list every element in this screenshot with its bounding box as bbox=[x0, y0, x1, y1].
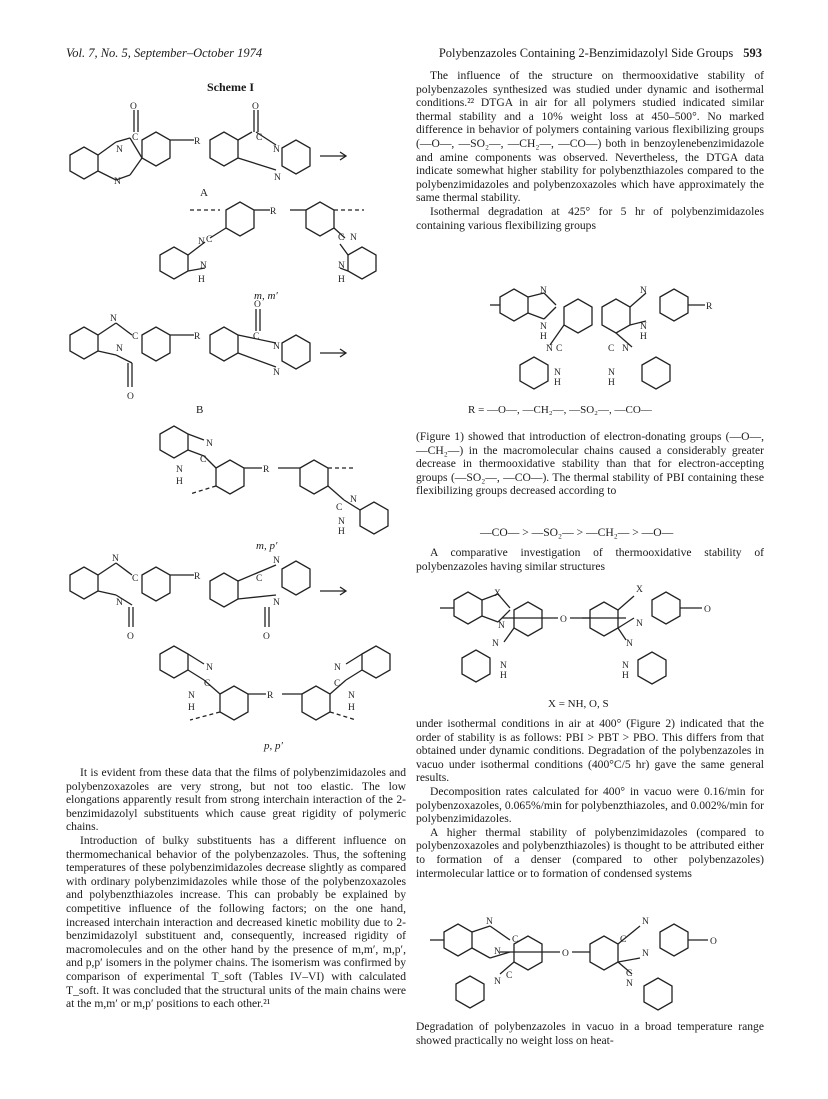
atom-N: N bbox=[206, 663, 213, 673]
structure-polybenzazoles-x bbox=[440, 585, 740, 688]
atom-O: O bbox=[252, 102, 259, 112]
paragraph: under isothermal conditions in air at 400° (Figure 2) indicated that the order of stability is as follows: PBI > PBT > PBO. This differs from that obtained under dynamic conditions. Degradation of the polybenzazoles in vacuo under isothermal conditions (400°C/5 hr) gave the same general results. bbox=[416, 717, 764, 785]
paragraph: Degradation of polybenzazoles in vacuo in a broad temperature range showed practically no weight loss on heat- bbox=[416, 1020, 764, 1047]
atom-N: N bbox=[608, 368, 615, 378]
atom-H: H bbox=[554, 378, 561, 388]
atom-X: X bbox=[636, 585, 643, 595]
scheme-label-pp: p, p′ bbox=[264, 740, 283, 752]
scheme-structure-A bbox=[150, 200, 410, 290]
right-column-text-top bbox=[416, 69, 764, 232]
atom-N: N bbox=[112, 554, 119, 564]
atom-C: C bbox=[620, 935, 627, 945]
atom-N: N bbox=[273, 598, 280, 608]
atom-O: O bbox=[710, 937, 717, 947]
atom-N: N bbox=[626, 979, 633, 989]
atom-C: C bbox=[256, 574, 263, 584]
atom-N: N bbox=[626, 639, 633, 649]
paragraph: The influence of the structure on thermooxidative stability of polybenzazoles synthesized was studied under dynamic and isothermal conditions.²² DTGA in air for all polymers studied indicated similar thermal stability and a 10% weight loss at 450–500°. No marked difference in behavior of polymers containing various flexibilizing groups (—O—, —SO₂—, —CH₂—, —CO—) both in benzoylenebenzimidazole and amine components was observed. Nevertheless, the DTGA data indicate somewhat higher stability for polybenzthiazoles compared to the polybenzimidazoles and polybenzoxazoles which have approximately the same thermal stability. bbox=[416, 69, 764, 205]
atom-N: N bbox=[206, 439, 213, 449]
atom-N: N bbox=[273, 342, 280, 352]
atom-C: C bbox=[506, 971, 513, 981]
atom-R: R bbox=[263, 465, 270, 475]
paragraph: It is evident from these data that the films of polybenzimidazoles and polybenzoxazoles are very strong, but not too elastic. The low elongations apparently result from strong interchain interaction of the 2-benzimidazolyl substituents which cause great rigidity of polymeric chains. bbox=[66, 766, 406, 834]
atom-H: H bbox=[640, 332, 647, 342]
atom-R: R bbox=[267, 691, 274, 701]
atom-N: N bbox=[540, 322, 547, 332]
atom-R: R bbox=[706, 302, 713, 312]
atom-C: C bbox=[204, 679, 211, 689]
atom-H: H bbox=[176, 477, 183, 487]
atom-N: N bbox=[554, 368, 561, 378]
atom-H: H bbox=[198, 275, 205, 285]
atom-N: N bbox=[486, 917, 493, 927]
atom-C: C bbox=[132, 332, 139, 342]
atom-H: H bbox=[338, 275, 345, 285]
atom-H: H bbox=[622, 671, 629, 681]
atom-O: O bbox=[562, 949, 569, 959]
right-column-text-end bbox=[416, 1020, 764, 1047]
paragraph: A higher thermal stability of polybenzimidazoles (compared to polybenzoxazoles and polybenzthiazoles) is thought to be attributed either to formation of a denser (compared to other polybenzazoles) intermolecular lattice or to formation of condensed systems bbox=[416, 825, 764, 880]
atom-N: N bbox=[348, 691, 355, 701]
atom-N: N bbox=[338, 517, 345, 527]
atom-R: R bbox=[194, 137, 201, 147]
atom-N: N bbox=[640, 322, 647, 332]
atom-C: C bbox=[626, 969, 633, 979]
atom-N: N bbox=[498, 621, 505, 631]
atom-N: N bbox=[116, 145, 123, 155]
atom-R: R bbox=[270, 207, 277, 217]
atom-N: N bbox=[273, 556, 280, 566]
atom-O: O bbox=[254, 300, 261, 310]
structure-pbi-flexibilizing bbox=[490, 285, 740, 415]
atom-N: N bbox=[338, 261, 345, 271]
atom-O: O bbox=[560, 615, 567, 625]
atom-C: C bbox=[336, 503, 343, 513]
atom-N: N bbox=[350, 495, 357, 505]
atom-H: H bbox=[188, 703, 195, 713]
atom-N: N bbox=[636, 619, 643, 629]
atom-N: N bbox=[273, 368, 280, 378]
scheme-structure-row1 bbox=[70, 100, 360, 190]
atom-N: N bbox=[546, 344, 553, 354]
atom-H: H bbox=[608, 378, 615, 388]
atom-N: N bbox=[640, 286, 647, 296]
atom-N: N bbox=[350, 233, 357, 243]
right-column-text-mid2 bbox=[416, 546, 764, 573]
atom-N: N bbox=[540, 286, 547, 296]
scheme-structure-B bbox=[150, 420, 410, 537]
scheme-structure-pp bbox=[150, 640, 410, 730]
paragraph: Decomposition rates calculated for 400° in vacuo were 0.16/min for polybenzoxazoles, 0.065%/min for polybenzthiazoles, and 0.002%/min for polybenzimidazoles. bbox=[416, 784, 764, 826]
atom-N: N bbox=[116, 598, 123, 608]
atom-O: O bbox=[127, 392, 134, 402]
atom-C: C bbox=[338, 233, 345, 243]
atom-R: R bbox=[194, 572, 201, 582]
atom-N: N bbox=[494, 977, 501, 987]
left-column-text bbox=[66, 766, 406, 1011]
atom-N: N bbox=[273, 145, 280, 155]
right-column-text-mid bbox=[416, 430, 764, 498]
atom-H: H bbox=[500, 671, 507, 681]
right-column-text-bottom bbox=[416, 717, 764, 880]
atom-C: C bbox=[608, 344, 615, 354]
scheme-label-mm: m, m′ bbox=[254, 290, 278, 302]
scheme-label-A: A bbox=[200, 187, 208, 199]
scheme-label-mp: m, p′ bbox=[256, 540, 278, 552]
atom-N: N bbox=[200, 261, 207, 271]
atom-N: N bbox=[188, 691, 195, 701]
atom-H: H bbox=[540, 332, 547, 342]
paragraph: Isothermal degradation at 425° for 5 hr of polybenzimidazoles containing various flexibilizing groups bbox=[416, 204, 764, 232]
atom-N: N bbox=[500, 661, 507, 671]
atom-N: N bbox=[642, 949, 649, 959]
atom-O: O bbox=[704, 605, 711, 615]
atom-H: H bbox=[338, 527, 345, 537]
atom-C: C bbox=[253, 332, 260, 342]
atom-N: N bbox=[176, 465, 183, 475]
r-group-definition: R = —O—, —CH₂—, —SO₂—, —CO— bbox=[468, 404, 652, 416]
scheme-label-B: B bbox=[196, 404, 204, 416]
paragraph: Introduction of bulky substituents has a different influence on thermomechanical behavior of the polybenzazoles. Thus, the softening temperatures of these polybenzimidazoles decrease slightly as compared with ordinary polybenzimidazoles while those of the polybenzoxazoles and polybenzthiazoles increase. This can probably be explained by competitive influence of the following factors; on the one hand, increased interchain interaction and decreased kinetic mobility due to 2-benzimidazolyl substituent and, consequently, increased rigidity of macromolecules and on the other hand by the presence of m,m′, m,p′, and p,p′ isomers in the polymer chains. The isomerism was confirmed by comparison of experimental T_soft (Tables IV–VI) with calculated T_soft. It was concluded that the structural units of the main chains were at the m,m′ or m,p′ positions to each other.²¹ bbox=[66, 833, 406, 1011]
atom-C: C bbox=[200, 455, 207, 465]
atom-C: C bbox=[334, 679, 341, 689]
x-definition: X = NH, O, S bbox=[548, 698, 609, 710]
structure-condensed-system bbox=[430, 918, 740, 1018]
atom-N: N bbox=[198, 237, 205, 247]
running-header-journal: Vol. 7, No. 5, September–October 1974 bbox=[66, 46, 263, 60]
atom-C: C bbox=[132, 574, 139, 584]
atom-N: N bbox=[116, 344, 123, 354]
atom-C: C bbox=[206, 235, 213, 245]
atom-N: N bbox=[622, 661, 629, 671]
atom-C: C bbox=[512, 935, 519, 945]
atom-O: O bbox=[127, 632, 134, 642]
atom-C: C bbox=[556, 344, 563, 354]
atom-H: H bbox=[348, 703, 355, 713]
atom-C: C bbox=[132, 133, 139, 143]
atom-O: O bbox=[130, 102, 137, 112]
atom-N: N bbox=[114, 177, 121, 187]
atom-C: C bbox=[256, 133, 263, 143]
stability-order: —CO— > —SO₂— > —CH₂— > —O— bbox=[480, 526, 674, 539]
atom-X: X bbox=[494, 589, 501, 599]
paragraph: (Figure 1) showed that introduction of electron-donating groups (—O—, —CH₂—) in the macromolecular chains caused a considerably greater decrease in thermooxidative stability than that for electron-accepting groups (—SO₂—, —CO—). The thermal stability of PBI containing these flexibilizing groups decreased according to bbox=[416, 430, 764, 498]
scheme-title: Scheme I bbox=[207, 80, 254, 94]
running-header-article-title: Polybenzazoles Containing 2-Benzimidazolyl Side Groups bbox=[438, 46, 734, 60]
atom-N: N bbox=[110, 314, 117, 324]
page-number: 593 bbox=[743, 46, 762, 60]
atom-N: N bbox=[494, 947, 501, 957]
atom-O: O bbox=[263, 632, 270, 642]
paragraph: A comparative investigation of thermooxidative stability of polybenzazoles having similar structures bbox=[416, 546, 764, 573]
atom-N: N bbox=[334, 663, 341, 673]
scheme-structure-row3 bbox=[70, 300, 360, 405]
atom-N: N bbox=[642, 917, 649, 927]
running-header-title bbox=[439, 46, 762, 61]
atom-R: R bbox=[194, 332, 201, 342]
atom-N: N bbox=[274, 173, 281, 183]
atom-N: N bbox=[492, 639, 499, 649]
atom-N: N bbox=[622, 344, 629, 354]
